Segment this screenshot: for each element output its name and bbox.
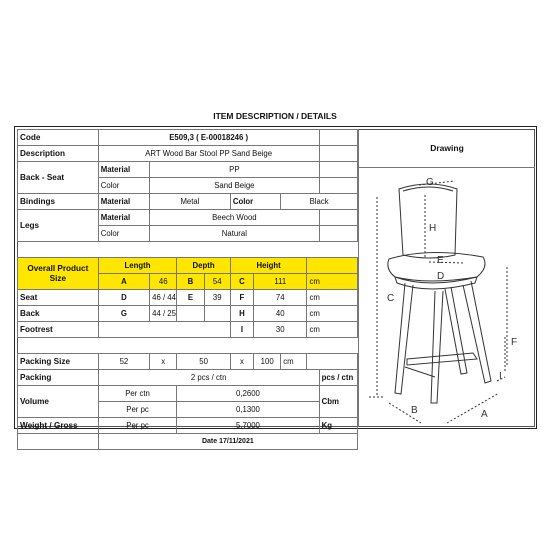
drawing-title: Drawing (430, 143, 464, 153)
packing-size-height: 100 (254, 354, 281, 370)
packing-value: 2 pcs / ctn (98, 370, 319, 386)
bindings-color: Black (281, 194, 358, 210)
weight-label: Weight / Gross (18, 418, 99, 434)
dim-b-value: 54 (204, 274, 230, 290)
back-label: Back (18, 306, 99, 322)
code-value: E509,3 ( E-00018246 ) (98, 130, 319, 146)
dim-e-value: 39 (204, 290, 230, 306)
back-seat-material-row (18, 162, 358, 178)
footrest-unit: cm (307, 322, 358, 338)
weight-value: 5,7000 (177, 418, 319, 434)
bar-stool-drawing (359, 167, 535, 427)
packing-size-unit: cm (281, 354, 307, 370)
dim-i-value: 30 (254, 322, 307, 338)
packing-size-length: 52 (98, 354, 149, 370)
packing-unit: pcs / ctn (319, 370, 357, 386)
dim-h-letter: H (230, 306, 253, 322)
dim-g-letter: G (98, 306, 149, 322)
weight-per-pc-label: Per pc (98, 418, 177, 434)
dim-d-letter: D (98, 290, 149, 306)
back-unit: cm (307, 306, 358, 322)
volume-per-ctn-value: 0,2600 (177, 386, 319, 402)
spec-table (17, 129, 358, 450)
sheet-title: ITEM DESCRIPTION / DETAILS (213, 111, 337, 121)
overall-size-label: Overall Product Size (18, 258, 99, 290)
legs-label: Legs (18, 210, 99, 242)
dim-d-value: 46 / 44 (150, 290, 177, 306)
label-h: H (429, 223, 437, 234)
bindings-label: Bindings (18, 194, 99, 210)
volume-label: Volume (18, 386, 99, 418)
weight-unit: Kg (319, 418, 357, 434)
bindings-material: Metal (150, 194, 231, 210)
seat-unit: cm (307, 290, 358, 306)
volume-per-pc-value: 0,1300 (177, 402, 319, 418)
volume-ctn-row (18, 386, 358, 402)
drawing-panel (358, 129, 535, 427)
legs-color-label: Color (98, 226, 149, 242)
packing-size-label: Packing Size (18, 354, 99, 370)
depth-header: Depth (177, 258, 230, 274)
packing-size-row (18, 354, 358, 370)
dim-b-letter: B (177, 274, 204, 290)
seat-row (18, 290, 358, 306)
packing-size-x2: x (230, 354, 253, 370)
legs-material: Beech Wood (150, 210, 319, 226)
description-row (18, 146, 358, 162)
dim-c-value: 111 (254, 274, 307, 290)
dim-f-value: 74 (254, 290, 307, 306)
description-label: Description (18, 146, 99, 162)
dim-e-letter: E (177, 290, 204, 306)
dim-c-letter: C (230, 274, 253, 290)
dim-f-letter: F (230, 290, 253, 306)
volume-per-ctn-label: Per ctn (98, 386, 177, 402)
label-d: D (437, 271, 445, 282)
volume-per-pc-label: Per pc (98, 402, 177, 418)
seat-label: Seat (18, 290, 99, 306)
packing-label: Packing (18, 370, 99, 386)
legs-material-row (18, 210, 358, 226)
legs-material-label: Material (98, 210, 149, 226)
height-header: Height (230, 258, 307, 274)
bindings-row (18, 194, 358, 210)
label-f: F (511, 337, 518, 348)
date-stamp: Date 17/11/2021 (98, 434, 357, 450)
packing-size-x1: x (150, 354, 177, 370)
label-i: I (499, 371, 502, 382)
overall-unit: cm (307, 274, 358, 290)
bindings-material-label: Material (98, 194, 149, 210)
length-header: Length (98, 258, 177, 274)
spec-sheet (14, 126, 537, 445)
back-seat-material-label: Material (98, 162, 149, 178)
dim-a-letter: A (98, 274, 149, 290)
back-seat-color: Sand Beige (150, 178, 319, 194)
dim-i-letter: I (230, 322, 253, 338)
overall-header-row (18, 258, 358, 274)
label-a: A (481, 409, 488, 420)
packing-row (18, 370, 358, 386)
packing-size-width: 50 (177, 354, 230, 370)
description-value: ART Wood Bar Stool PP Sand Beige (98, 146, 319, 162)
code-row (18, 130, 358, 146)
footrest-label: Footrest (18, 322, 99, 338)
label-b: B (411, 405, 418, 416)
back-seat-color-label: Color (98, 178, 149, 194)
label-e: E (437, 255, 444, 266)
back-seat-material: PP (150, 162, 319, 178)
code-label: Code (18, 130, 99, 146)
label-g: G (426, 177, 434, 188)
back-seat-label: Back - Seat (18, 162, 99, 194)
dim-g-value: 44 / 25 (150, 306, 177, 322)
legs-color: Natural (150, 226, 319, 242)
bindings-color-label: Color (230, 194, 280, 210)
footrest-row (18, 322, 358, 338)
dim-a-value: 46 (150, 274, 177, 290)
label-c: C (387, 293, 395, 304)
date-row (18, 434, 358, 450)
volume-unit: Cbm (319, 386, 357, 418)
back-row (18, 306, 358, 322)
dim-h-value: 40 (254, 306, 307, 322)
weight-row (18, 418, 358, 434)
